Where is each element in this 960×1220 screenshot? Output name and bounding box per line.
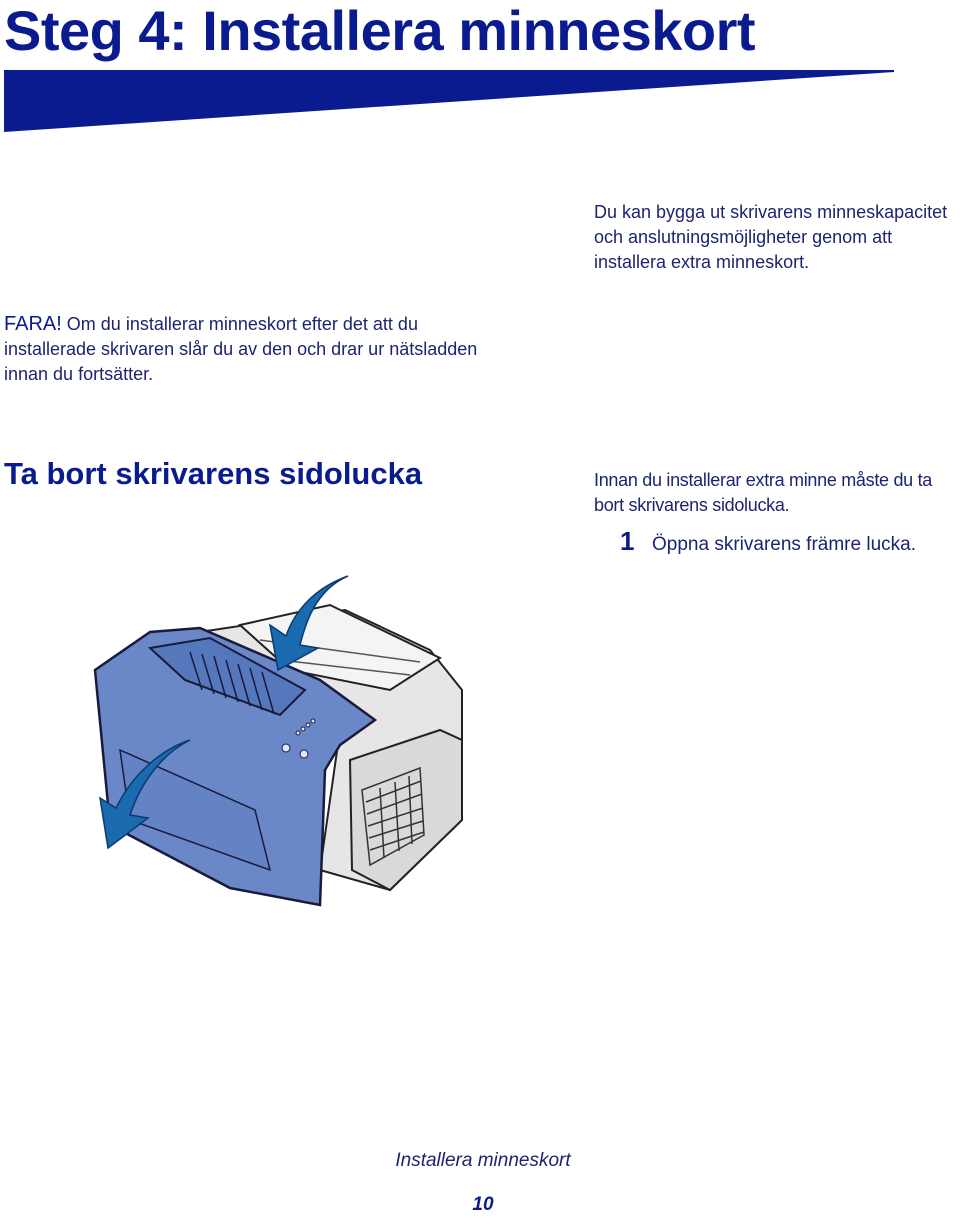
warning-label: FARA! [4,313,62,335]
page-title: Steg 4: Installera minneskort [4,0,756,62]
step-text: Öppna skrivarens främre lucka. [652,534,916,555]
page-number: 10 [472,1194,494,1215]
section-heading: Ta bort skrivarens sidolucka [4,456,423,491]
intro-paragraph: Du kan bygga ut skrivarens minneskapacitet och anslutningsmöjligheter genom att installera extra minneskort. [594,202,948,272]
printer-illustration [90,570,470,910]
title-underline-bar [4,70,894,132]
step-item [620,526,916,557]
step-number: 1 [620,526,635,556]
section-intro-text: Innan du installerar extra minne måste du ta bort skrivarens sidolucka. [594,470,932,515]
warning-text: Om du installerar minneskort efter det att du installerade skrivaren slår du av den och drar ur nätsladden innan du fortsätter. [4,314,478,384]
footer-title: Installera minneskort [395,1150,571,1171]
side-panel [350,730,462,890]
warning-paragraph [4,312,504,387]
